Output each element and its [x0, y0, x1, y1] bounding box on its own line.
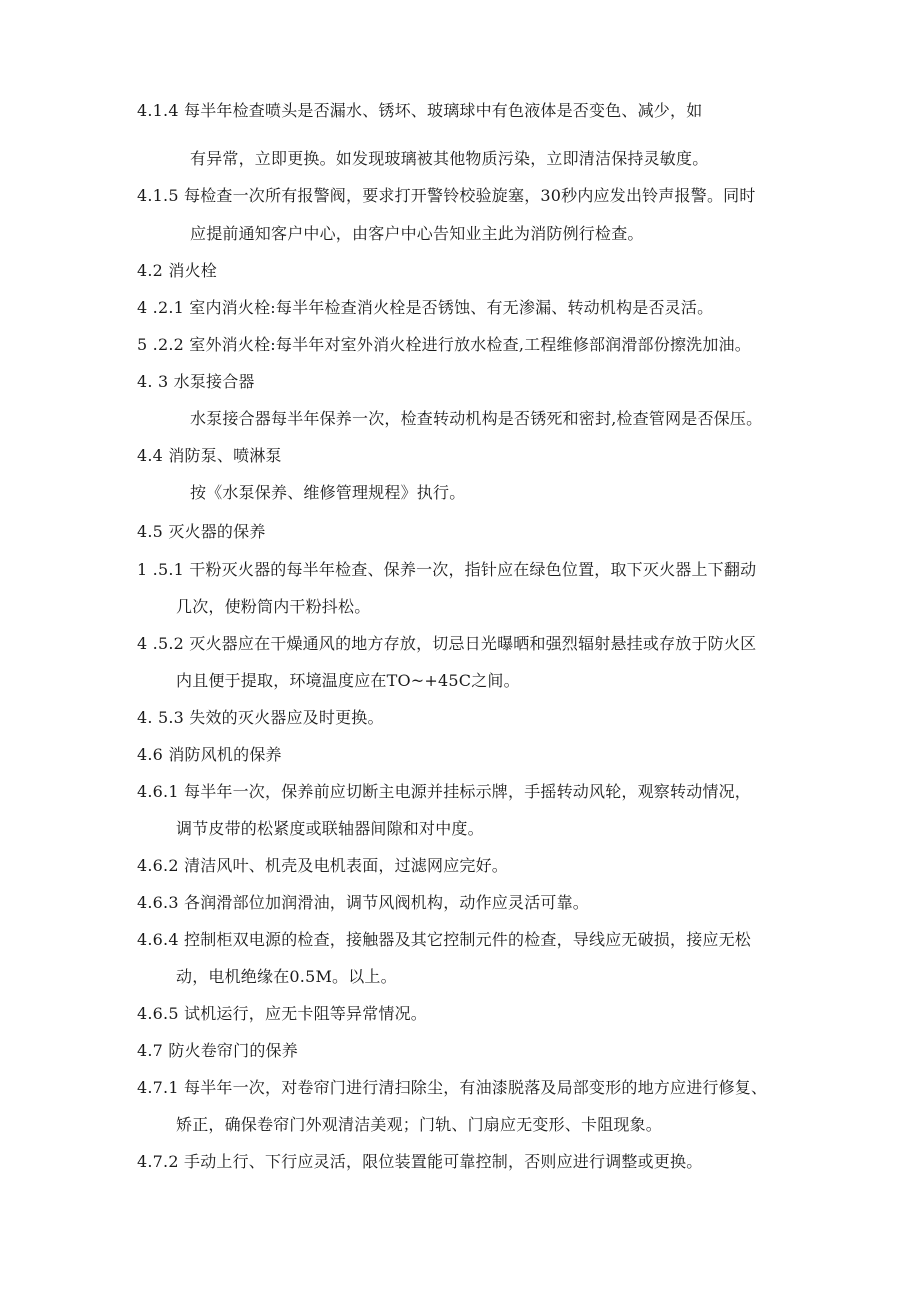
text-line-4-7-1-cont: 矫正，确保卷帘门外观清洁美观；门轨、门扇应无变形、卡阻现象。 — [176, 1115, 663, 1134]
text-line-4-5-1: 1 .5.1 干粉灭火器的每半年检查、保养一次，指针应在绿色位置，取下灭火器上下翻动 — [137, 560, 757, 579]
text-line-4-6-5: 4.6.5 试机运行，应无卡阻等异常情况。 — [137, 1004, 427, 1023]
text-line-4-7-2: 4.7.2 手动上行、下行应灵活，限位装置能可靠控制，否则应进行调整或更换。 — [137, 1152, 703, 1171]
text-line-4-2-1: 4 .2.1 室内消火栓:每半年检查消火栓是否锈蚀、有无渗漏、转动机构是否灵活。 — [137, 298, 714, 317]
heading-4-5: 4.5 灭火器的保养 — [137, 522, 266, 541]
text-line-4-1-5: 4.1.5 每检查一次所有报警阀，要求打开警铃校验旋塞，30秒内应发出铃声报警。同时 — [137, 186, 756, 205]
text-line-4-5-3: 4. 5.3 失效的灭火器应及时更换。 — [137, 708, 384, 727]
heading-4-6: 4.6 消防风机的保养 — [137, 745, 282, 764]
text-line-4-6-3: 4.6.3 各润滑部位加润滑油，调节风阀机构，动作应灵活可靠。 — [137, 893, 589, 912]
text-line-4-5-2: 4 .5.2 灭火器应在干燥通风的地方存放，切忌日光曝晒和强烈辐射悬挂或存放于防火区 — [137, 634, 757, 653]
text-line-4-6-1: 4.6.1 每半年一次，保养前应切断主电源并挂标示牌，手摇转动风轮，观察转动情况， — [137, 782, 751, 801]
text-line-4-4-body: 按《水泵保养、维修管理规程》执行。 — [190, 483, 466, 502]
heading-4-7: 4.7 防火卷帘门的保养 — [137, 1041, 298, 1060]
text-line-4-7-1: 4.7.1 每半年一次，对卷帘门进行清扫除尘，有油漆脱落及局部变形的地方应进行修复、 — [137, 1078, 768, 1097]
text-line-4-1-4-cont: 有异常，立即更换。如发现玻璃被其他物质污染，立即清洁保持灵敏度。 — [190, 149, 709, 168]
heading-4-2: 4.2 消火栓 — [137, 261, 217, 280]
heading-4-4: 4.4 消防泵、喷淋泵 — [137, 446, 282, 465]
text-line-4-6-1-cont: 调节皮带的松紧度或联轴器间隙和对中度。 — [176, 819, 484, 838]
text-line-4-1-5-cont: 应提前通知客户中心，由客户中心告知业主此为消防例行检查。 — [190, 224, 644, 243]
text-line-4-3-body: 水泵接合器每半年保养一次，检查转动机构是否锈死和密封,检查管网是否保压。 — [190, 409, 763, 428]
text-line-4-2-2: 5 .2.2 室外消火栓:每半年对室外消火栓进行放水检查,工程维修部润滑部份擦洗加油。 — [137, 335, 751, 354]
text-line-4-5-2-cont: 内且便于提取，环境温度应在TO~+45C之间。 — [176, 671, 520, 690]
heading-4-3: 4. 3 水泵接合器 — [137, 372, 255, 391]
text-line-4-6-4-cont: 动，电机绝缘在0.5M。以上。 — [176, 967, 397, 986]
text-line-4-6-4: 4.6.4 控制柜双电源的检查，接触器及其它控制元件的检查，导线应无破损，接应无松 — [137, 930, 751, 949]
text-line-4-5-1-cont: 几次，使粉筒内干粉抖松。 — [176, 597, 371, 616]
text-line-4-6-2: 4.6.2 清洁风叶、机壳及电机表面，过滤网应完好。 — [137, 856, 508, 875]
text-line-4-1-4: 4.1.4 每半年检查喷头是否漏水、锈坏、玻璃球中有色液体是否变色、减少，如 — [137, 101, 703, 120]
